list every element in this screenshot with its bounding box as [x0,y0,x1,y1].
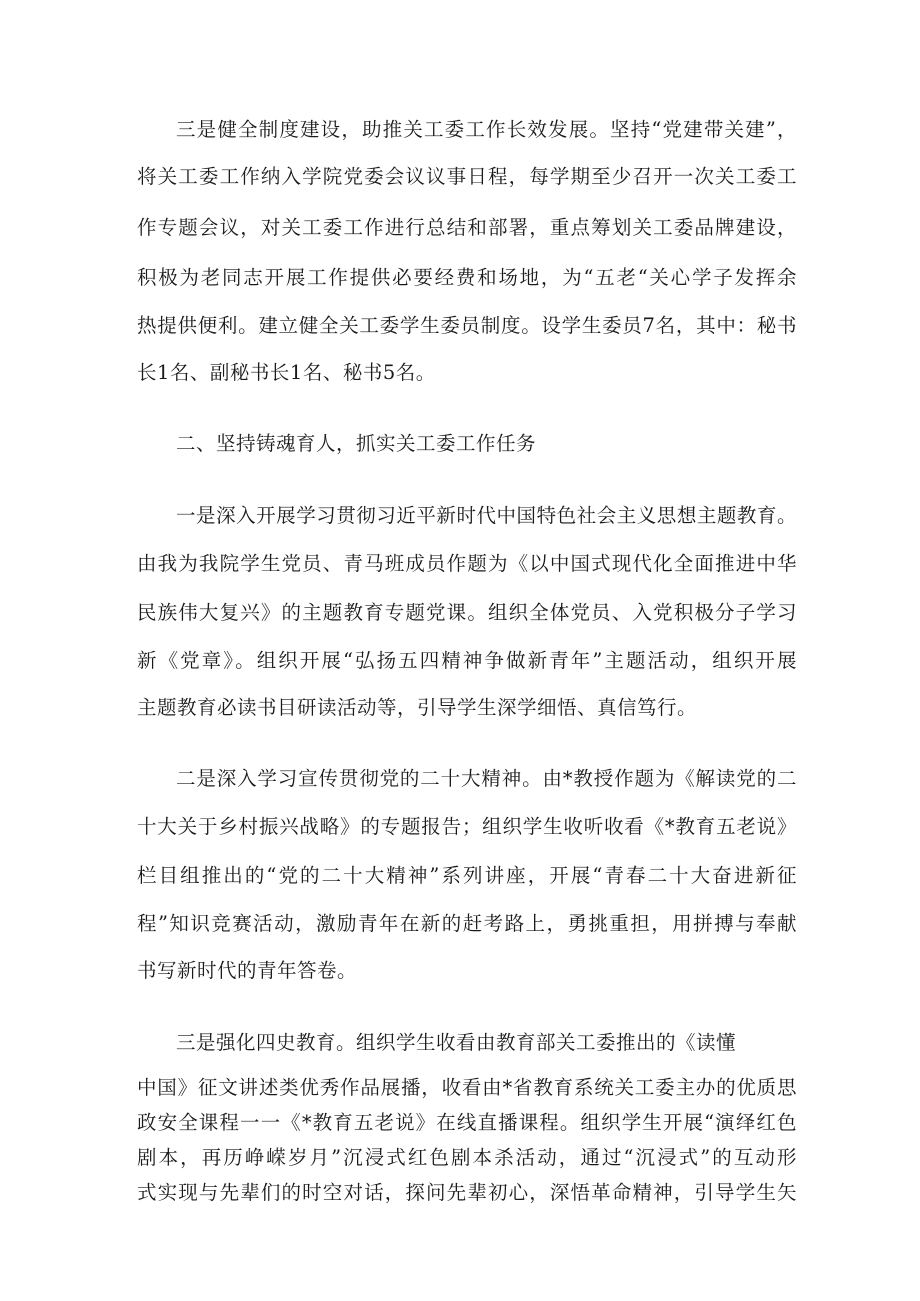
text-line: 二是深入学习宣传贯彻党的二十大精神。由*教授作题为《解读党的二 [176,767,797,790]
text-line: 十大关于乡村振兴战略》的专题报告；组织学生收听收看《*教育五老说》 [137,815,797,838]
text-line: 栏目组推出的“党的二十大精神”系列讲座，开展“青春二十大奋进新征 [137,864,797,887]
text-line: 热提供便利。建立健全关工委学生委员制度。设学生委员7名，其中：秘书 [137,314,797,337]
text-line: 式实现与先辈们的时空对话，探问先辈初心，深悟革命精神，引导学生矢 [137,1181,797,1204]
text-line: 剧本，再历峥嵘岁月”沉浸式红色剧本杀活动，通过“沉浸式”的互动形 [137,1146,797,1169]
text-line: 积极为老同志开展工作提供必要经费和场地，为“五老“关心学子发挥余 [137,266,797,289]
text-line: 政安全课程一一《*教育五老说》在线直播课程。组织学生开展“演绎红色 [137,1111,797,1134]
text-line: 中国》征文讲述类优秀作品展播，收看由*省教育系统关工委主办的优质思 [137,1076,797,1099]
text-line: 主题教育必读书目研读活动等，引导学生深学细悟、真信笃行。 [137,696,698,719]
text-line: 书写新时代的青年答卷。 [137,959,358,982]
text-line: 三是强化四史教育。组织学生收看由教育部关工委推出的《读懂 [176,1031,737,1054]
text-line: 三是健全制度建设，助推关工委工作长效发展。坚持“党建带关建”， [176,118,797,141]
text-line: 程”知识竞赛活动，激励青年在新的赶考路上，勇挑重担，用拼搏与奉献 [137,912,797,935]
text-line: 民族伟大复兴》的主题教育专题党课。组织全体党员、入党积极分子学习 [137,601,797,624]
text-line: 作专题会议，对关工委工作进行总结和部署，重点筹划关工委品牌建设， [137,216,797,239]
text-line: 由我为我院学生党员、青马班成员作题为《以中国式现代化全面推进中华 [137,552,797,575]
text-line: 将关工委工作纳入学院党委会议议事日程，每学期至少召开一次关工委工 [137,165,797,188]
text-line: 新《党章》。组织开展“弘扬五四精神争做新青年”主题活动，组织开展 [137,649,797,672]
text-line: 长1名、副秘书长1名、秘书5名。 [137,361,436,384]
text-line: 一是深入开展学习贯彻习近平新时代中国特色社会主义思想主题教育。 [176,504,797,527]
section-heading: 二、坚持铸魂育人，抓实关工委工作任务 [176,432,537,455]
